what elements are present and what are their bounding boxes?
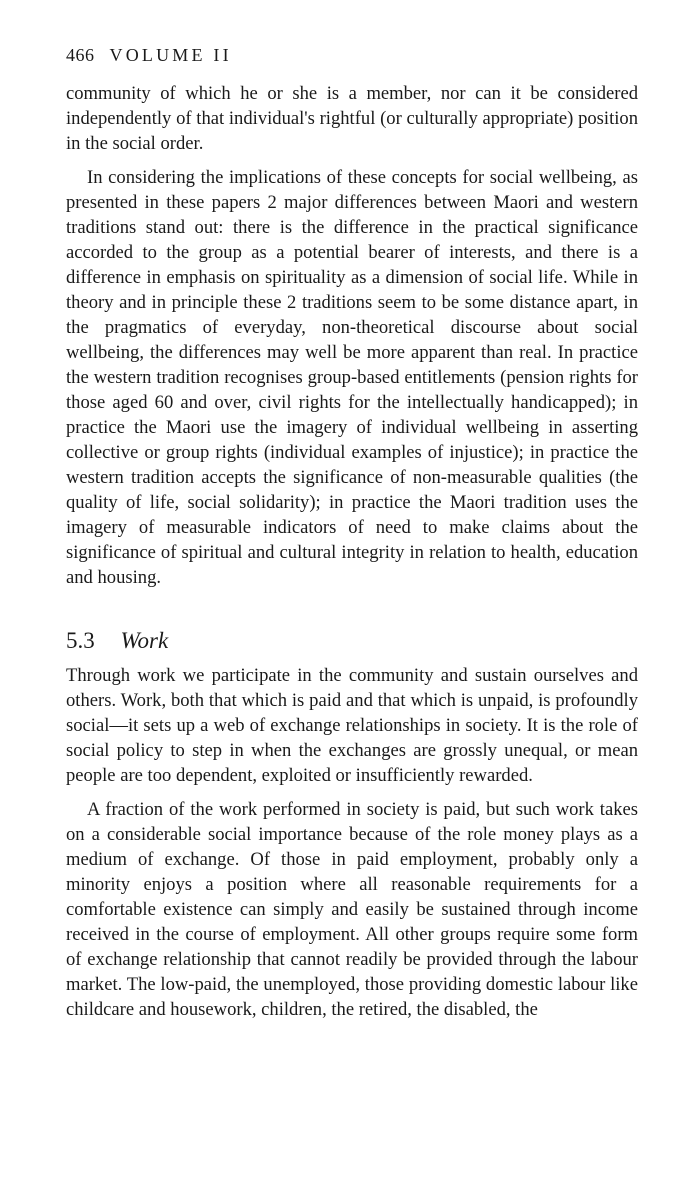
section-title: Work	[120, 628, 169, 653]
page-number: 466	[66, 45, 95, 65]
paragraph-continued: community of which he or she is a member, nor can it be considered independently of that individual's rightful (or culturally appropriate) position in the social order.	[66, 83, 638, 154]
running-head	[66, 44, 638, 66]
section-heading	[66, 627, 638, 655]
book-page	[66, 44, 638, 1022]
paragraph-paid-work: A fraction of the work performed in society is paid, but such work takes on a considerable social importance because of the role money plays as a medium of exchange. Of those in paid employment, probably only a minority enjoys a position where all reasonable requirements for a comfortable existence can simply and easily be sustained through income received in the course of employment. All other groups require some form of exchange relationship that cannot readily be provided through the labour market. The low-paid, the unemployed, those providing domestic labour like childcare and housework, children, the retired, the disabled, the	[66, 799, 638, 1020]
paragraph-work-intro: Through work we participate in the community and sustain ourselves and others. Work, both that which is paid and that which is unpaid, is profoundly social—it sets up a web of exchange relationships in society. It is the role of social policy to step in when the exchanges are grossly unequal, or mean people are too dependent, exploited or insufficiently rewarded.	[66, 665, 638, 786]
volume-label: VOLUME II	[109, 45, 232, 65]
section-number: 5.3	[66, 628, 95, 653]
paragraph-social-wellbeing: In considering the implications of these concepts for social wellbeing, as presented in these papers 2 major differences between Maori and western traditions stand out: there is the difference in the practical significance accorded to the group as a potential bearer of interests, and there is a difference in emphasis on spirituality as a dimension of social life. While in theory and in principle these 2 traditions seem to be some distance apart, in the pragmatics of everyday, non-theoretical discourse about social wellbeing, the differences may well be more apparent than real. In practice the western tradition recognises group-based entitlements (pension rights for those aged 60 and over, civil rights for the intellectually handicapped); in practice the Maori use the imagery of individual wellbeing in asserting collective or group rights (individual examples of injustice); in practice the western tradition accepts the significance of non-measurable qualities (the quality of life, social solidarity); in practice the Maori tradition uses the imagery of measurable indicators of need to make claims about the significance of spiritual and cultural integrity in relation to health, education and housing.	[66, 167, 638, 588]
